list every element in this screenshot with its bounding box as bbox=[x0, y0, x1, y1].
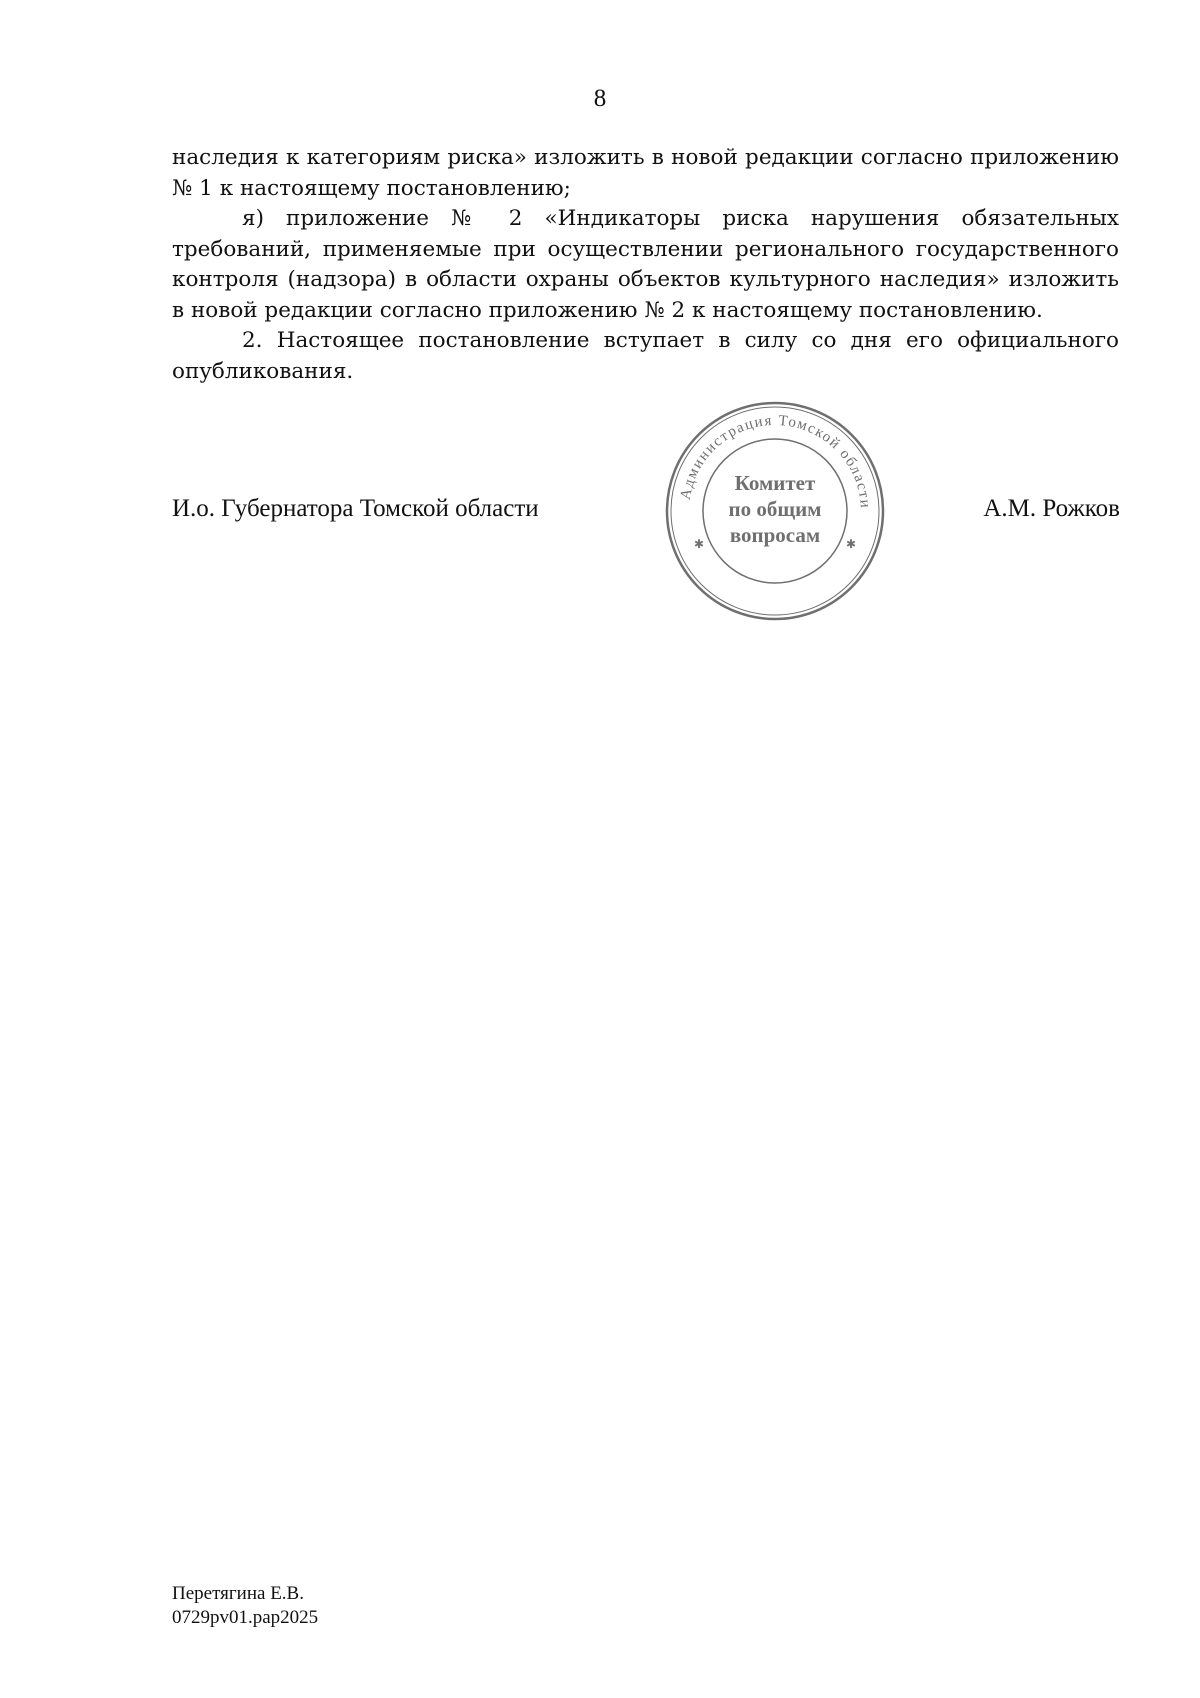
paragraph-continuation bbox=[172, 143, 1119, 204]
svg-text:✱: ✱ bbox=[694, 537, 705, 551]
paragraph-line: контроля (надзора) в области охраны объектов культурного наследия» изложить bbox=[172, 267, 1119, 292]
document-body bbox=[172, 143, 1119, 387]
paragraph-line: опубликования. bbox=[172, 358, 354, 384]
footer-file-code: 0729pv01.pap2025 bbox=[172, 1607, 319, 1628]
stamp-ring-text: Администрация Томской области bbox=[677, 412, 874, 510]
paragraph-item-2 bbox=[172, 326, 1119, 387]
footer-author: Перетягина Е.В. bbox=[172, 1583, 304, 1604]
stamp-center-line: вопросам bbox=[729, 523, 821, 547]
official-stamp bbox=[662, 398, 888, 624]
paragraph-line: я) приложение № 2 «Индикаторы риска нарушения обязательных bbox=[242, 206, 1119, 231]
page-number: 8 bbox=[593, 85, 607, 112]
stamp-center-line: Комитет bbox=[734, 471, 816, 495]
svg-text:✱: ✱ bbox=[846, 537, 857, 551]
paragraph-line: 2. Настоящее постановление вступает в силу со дня его официального bbox=[242, 328, 1119, 353]
document-footer bbox=[172, 1582, 318, 1630]
paragraph-line: приложению № 1 к настоящему постановлению; bbox=[172, 145, 1119, 201]
paragraph-line: в новой редакции согласно приложению № 2 к настоящему постановлению. bbox=[172, 297, 1043, 323]
signatory-title: И.о. Губернатора Томской области bbox=[172, 495, 539, 522]
signatory-name: А.М. Рожков bbox=[983, 495, 1120, 522]
paragraph-item-ya bbox=[172, 204, 1119, 326]
paragraph-line: требований, применяемые при осуществлении регионального государственного bbox=[172, 236, 1119, 262]
stamp-center-line: по общим bbox=[728, 497, 822, 521]
paragraph-line: наследия к категориям риска» изложить в новой редакции согласно bbox=[172, 145, 963, 170]
